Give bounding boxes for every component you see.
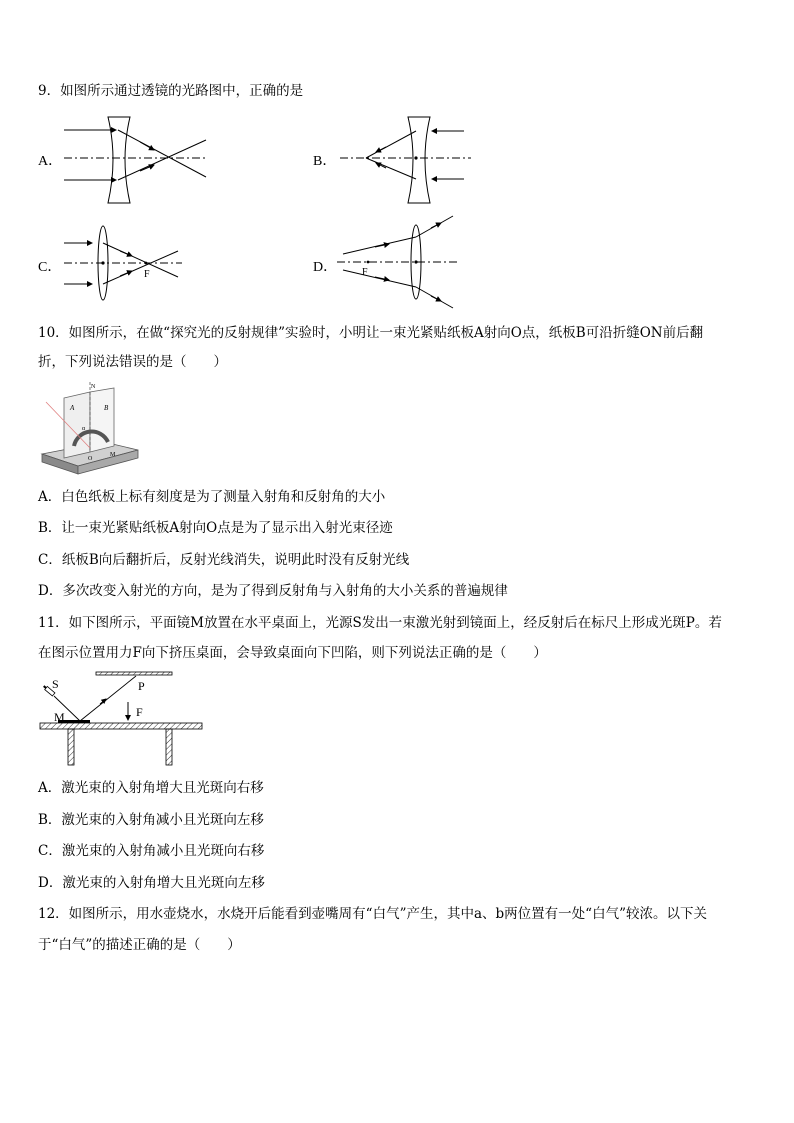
q11-stem-line2: 在图示位置用力F向下挤压桌面，会导致桌面向下凹陷，则下列说法正确的是（ ） xyxy=(38,645,547,661)
q12-stem-line2: 于“白气”的描述正确的是（ ） xyxy=(38,937,241,953)
q9-figure-d xyxy=(335,212,465,312)
q10-option-a: A．白色纸板上标有刻度是为了测量入射角和反射角的大小 xyxy=(38,489,386,505)
q10-option-b: B．让一束光紧贴纸板A射向O点是为了显示出入射光束径迹 xyxy=(38,520,393,536)
q11-label-f: F xyxy=(136,705,143,719)
q12-stem-line1: 12．如图所示，用水壶烧水，水烧开后能看到壶嘴周有“白气”产生，其中a、b两位置有一处“白气”较浓。以下关 xyxy=(38,906,707,922)
q10-figure xyxy=(38,380,142,478)
q9-option-b-label: B． xyxy=(313,154,337,169)
q11-figure xyxy=(38,668,208,768)
q10-option-d: D．多次改变入射光的方向，是为了得到反射角与入射角的大小关系的普遍规律 xyxy=(38,583,508,599)
q11-label-m: M xyxy=(54,710,65,724)
q10-label-a: A xyxy=(70,404,75,412)
q11-label-s: S xyxy=(52,677,59,691)
q9-option-c-label: C． xyxy=(38,260,62,275)
q11-option-d: D．激光束的入射角增大且光斑向左移 xyxy=(38,875,265,891)
q9-stem: 9．如图所示通过透镜的光路图中，正确的是 xyxy=(38,83,304,99)
q11-option-a: A．激光束的入射角增大且光斑向右移 xyxy=(38,780,264,796)
q10-label-o: O xyxy=(88,456,93,462)
q10-stem-line1: 10．如图所示，在做“探究光的反射规律”实验时，小明让一束光紧贴纸板A射向O点，纸板B可沿折缝ON前后翻 xyxy=(38,325,704,341)
q10-label-n: N xyxy=(91,384,96,390)
q9-c-focus-label: F xyxy=(144,269,150,280)
q11-option-c: C．激光束的入射角减小且光斑向右移 xyxy=(38,843,265,859)
q11-label-p: P xyxy=(138,679,145,693)
q9-d-focus-label: F xyxy=(362,267,368,278)
q10-option-c: C．纸板B向后翻折后，反射光线消失，说明此时没有反射光线 xyxy=(38,552,410,568)
q9-option-a-label: A． xyxy=(38,154,63,169)
q9-figure-a xyxy=(58,115,218,207)
q9-option-d-label: D． xyxy=(313,260,338,275)
q11-stem-line1: 11．如下图所示，平面镜M放置在水平桌面上，光源S发出一束激光射到镜面上，经反射后在标尺上形成光斑P。若 xyxy=(38,615,722,631)
q9-figure-c xyxy=(58,225,188,307)
q10-label-b: B xyxy=(104,404,109,412)
q10-label-m: M xyxy=(110,452,116,458)
q10-label-alpha: α xyxy=(82,426,86,432)
q10-stem-line2: 折，下列说法错误的是（ ） xyxy=(38,354,227,370)
q11-option-b: B．激光束的入射角减小且光斑向左移 xyxy=(38,812,264,828)
q9-figure-b xyxy=(336,115,476,207)
